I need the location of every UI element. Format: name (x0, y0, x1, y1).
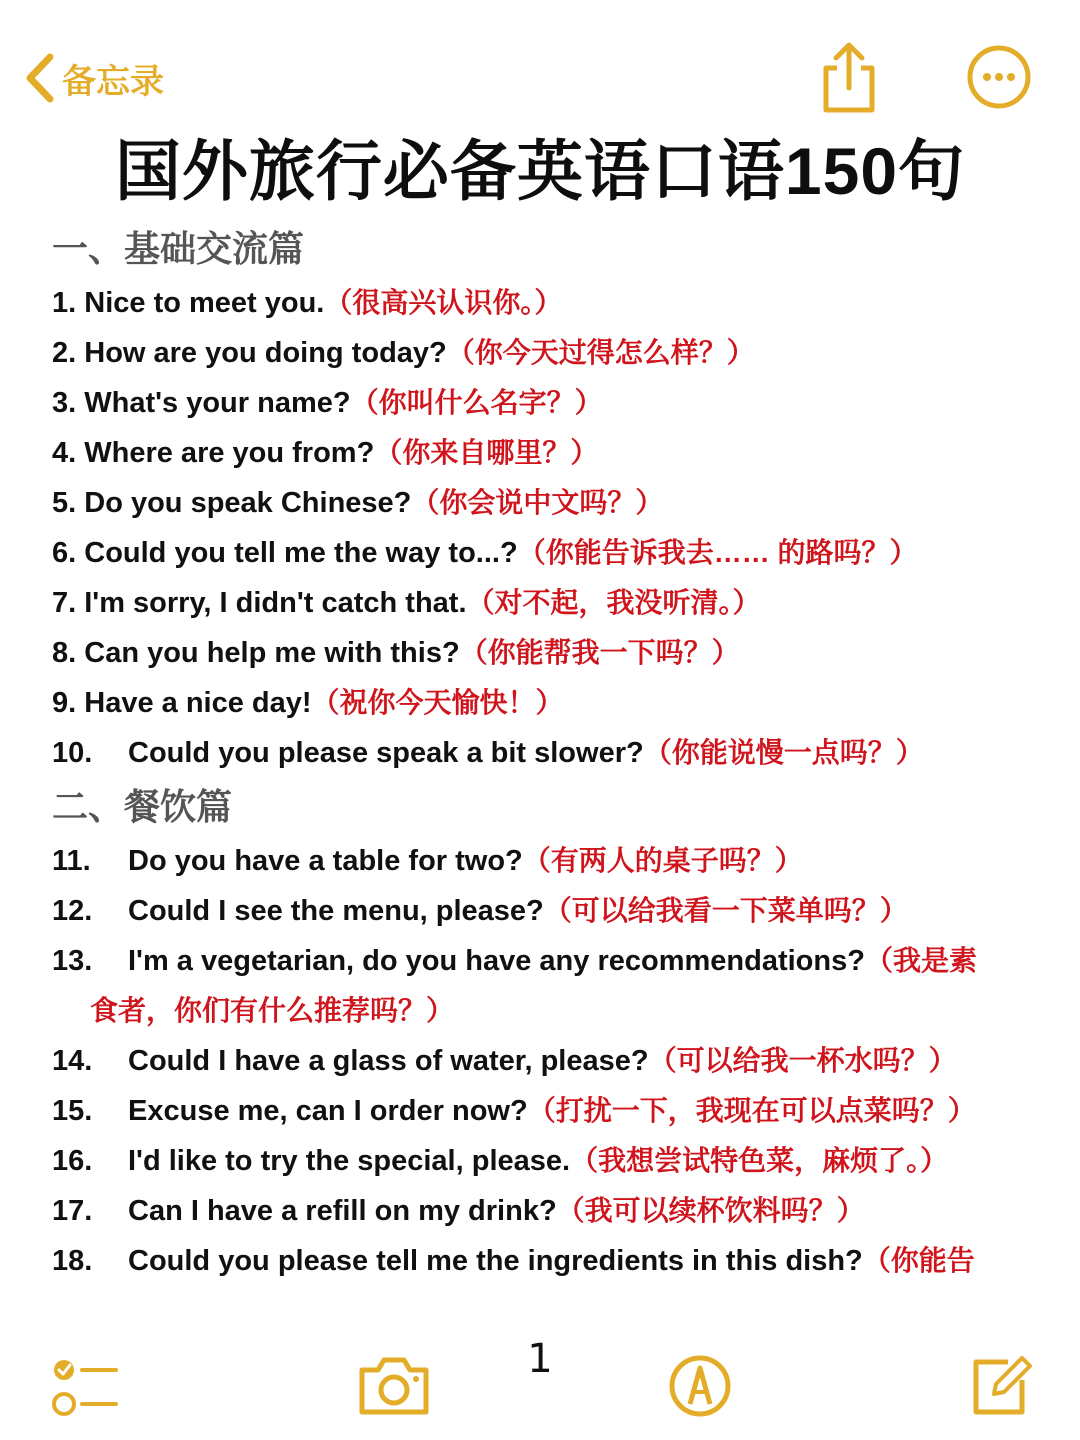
chinese-translation: （祝你今天愉快！） (311, 687, 564, 718)
english-phrase: Could I see the menu, please? (128, 895, 544, 927)
top-bar (0, 0, 1080, 130)
list-item (52, 328, 1042, 378)
list-item (52, 886, 1042, 936)
back-button[interactable] (22, 48, 164, 108)
list-item (52, 728, 1042, 778)
page-number: 1 (527, 1336, 553, 1382)
item-number: 7. (52, 587, 77, 619)
back-label: 备忘录 (62, 62, 164, 101)
english-phrase: Have a nice day! (84, 687, 312, 719)
chinese-translation: （你会说中文吗？） (411, 487, 664, 518)
item-number: 10. (52, 737, 93, 769)
english-phrase: Do you speak Chinese? (84, 487, 412, 519)
chinese-translation: （我可以续杯饮料吗？） (556, 1195, 865, 1226)
note-body (52, 220, 1042, 1286)
item-number: 8. (52, 637, 77, 669)
list-item (52, 628, 1042, 678)
list-item (52, 678, 1042, 728)
list-item (52, 378, 1042, 428)
chinese-translation: （对不起，我没听清。） (466, 587, 761, 618)
item-number: 6. (52, 537, 77, 569)
english-phrase: Do you have a table for two? (128, 845, 523, 877)
english-phrase: Could you please tell me the ingredients in this dish? (128, 1245, 863, 1277)
list-item (52, 1186, 1042, 1236)
list-item (52, 1236, 1042, 1286)
chinese-translation: （很高兴认识你。） (324, 287, 563, 318)
list-item (52, 578, 1042, 628)
item-number: 3. (52, 387, 77, 419)
list-item (52, 478, 1042, 528)
chinese-translation: （可以给我看一下菜单吗？） (543, 895, 908, 926)
bottom-toolbar (0, 1340, 1080, 1440)
section-heading: 一、基础交流篇 (52, 228, 305, 269)
compose-icon[interactable] (968, 1354, 1032, 1418)
note-title: 国外旅行必备英语口语150句 (114, 134, 966, 208)
item-number: 16. (52, 1145, 93, 1177)
list-item (52, 528, 1042, 578)
chinese-translation: （你来自哪里？） (374, 437, 599, 468)
camera-icon[interactable] (356, 1354, 432, 1416)
english-phrase: Could you please speak a bit slower? (128, 737, 644, 769)
english-phrase: I'd like to try the special, please. (128, 1145, 571, 1177)
chinese-translation: （打扰一下，我现在可以点菜吗？） (527, 1095, 976, 1126)
english-phrase: Where are you from? (84, 437, 375, 469)
item-number: 12. (52, 895, 93, 927)
chinese-translation: （可以给我一杯水吗？） (648, 1045, 957, 1076)
chinese-translation: （你今天过得怎么样？） (446, 337, 755, 368)
item-number: 15. (52, 1095, 93, 1127)
item-number: 5. (52, 487, 77, 519)
item-number: 13. (52, 945, 93, 977)
item-number: 11. (52, 845, 91, 877)
chevron-left-icon (22, 51, 58, 105)
chinese-translation: （你能告诉我去…… 的路吗？） (517, 537, 918, 568)
chinese-translation: （我是素 (864, 945, 977, 976)
item-number: 9. (52, 687, 77, 719)
chinese-translation: （我想尝试特色菜，麻烦了。） (570, 1145, 949, 1176)
section-heading: 二、餐饮篇 (52, 786, 233, 827)
english-phrase: Can I have a refill on my drink? (128, 1195, 557, 1227)
item-number: 1. (52, 287, 77, 319)
english-phrase: Could you tell me the way to...? (84, 537, 518, 569)
chinese-translation: （你能帮我一下吗？） (459, 637, 740, 668)
english-phrase: Could I have a glass of water, please? (128, 1045, 649, 1077)
english-phrase: Can you help me with this? (84, 637, 460, 669)
item-number: 14. (52, 1045, 93, 1077)
english-phrase: I'm sorry, I didn't catch that. (84, 587, 467, 619)
item-number: 2. (52, 337, 77, 369)
checklist-icon[interactable] (50, 1354, 120, 1420)
english-phrase: Nice to meet you. (84, 287, 325, 319)
list-item (52, 1136, 1042, 1186)
english-phrase: How are you doing today? (84, 337, 447, 369)
chinese-translation: （你能说慢一点吗？） (643, 737, 924, 768)
markup-pen-icon[interactable] (668, 1354, 732, 1418)
english-phrase: I'm a vegetarian, do you have any recommendations? (128, 945, 865, 977)
english-phrase: Excuse me, can I order now? (128, 1095, 528, 1127)
list-item (52, 836, 1042, 886)
item-number: 17. (52, 1195, 93, 1227)
chinese-translation-continued: 食者，你们有什么推荐吗？） (90, 995, 455, 1026)
list-item (52, 1086, 1042, 1136)
share-icon[interactable] (816, 40, 882, 114)
chinese-translation: （你能告 (862, 1245, 975, 1276)
list-item (52, 1036, 1042, 1086)
chinese-translation: （有两人的桌子吗？） (522, 845, 803, 876)
more-icon[interactable] (966, 44, 1032, 110)
list-item (52, 278, 1042, 328)
chinese-translation: （你叫什么名字？） (350, 387, 603, 418)
english-phrase: What's your name? (84, 387, 351, 419)
item-number: 18. (52, 1245, 93, 1277)
item-number: 4. (52, 437, 77, 469)
list-item (52, 936, 1042, 1036)
list-item (52, 428, 1042, 478)
